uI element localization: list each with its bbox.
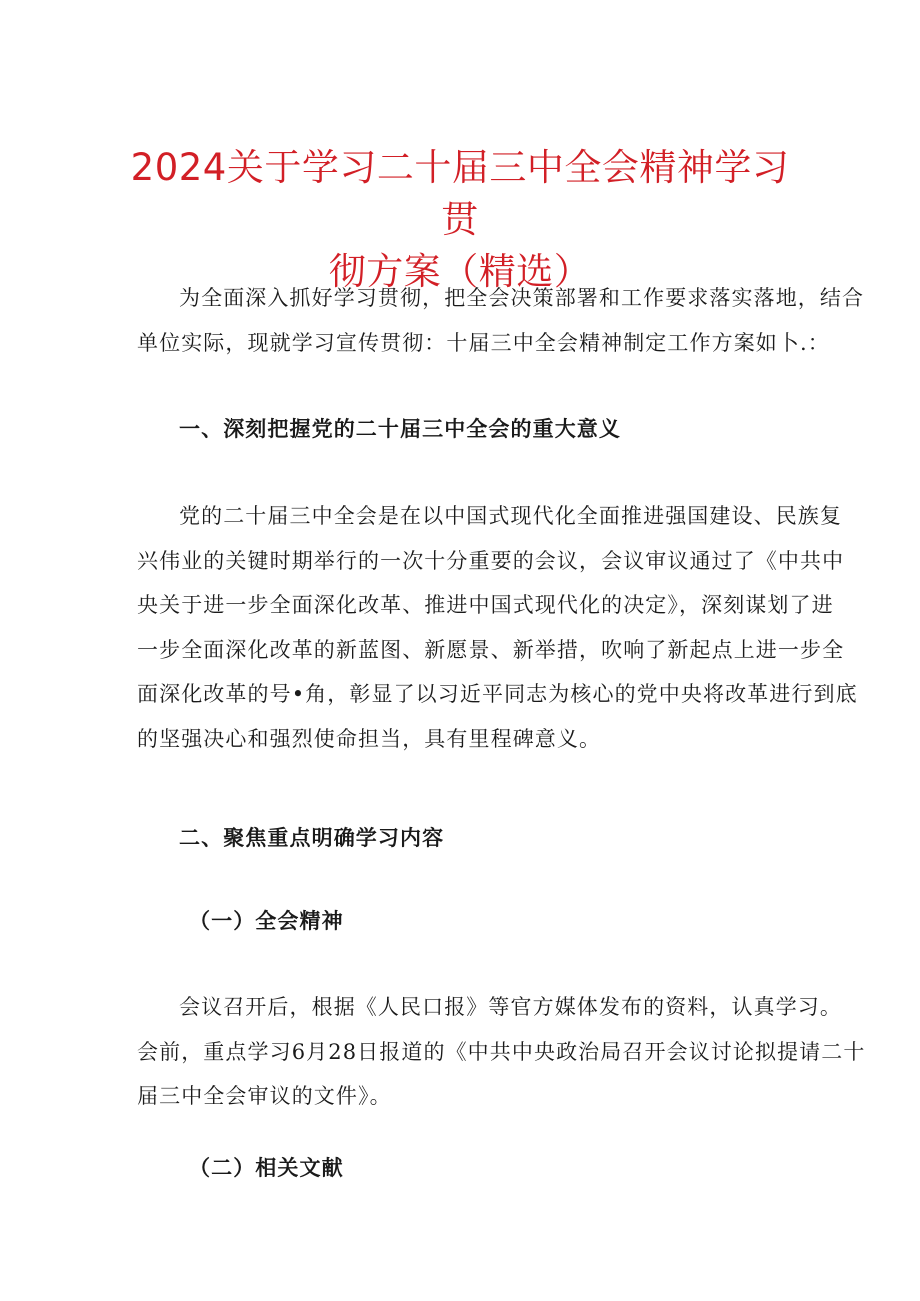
section-1-line: 一步全面深化改革的新蓝图、新愿景、新举措，吹响了新起点上进一步全 (137, 637, 845, 662)
section-1-line: 党的二十届三中全会是在以中国式现代化全面推进强国建设、民族复 (179, 504, 842, 528)
intro-paragraph (137, 276, 865, 365)
section-1-line: 面深化改革的号•角，彰显了以习近平同志为核心的党中央将改革进行到底 (137, 682, 858, 706)
document-title (130, 142, 790, 298)
subsection-2-heading: （二）相关文献 (189, 1155, 344, 1180)
section-1-line: 央关于进一步全面深化改革、推进中国式现代化的决定》，深刻谋划了进 (137, 593, 834, 617)
title-line-2: 彻方案（精选） (328, 250, 592, 293)
section-1-heading: 一、深刻把握党的二十届三中全会的重大意义 (179, 416, 621, 441)
section-2-heading: 二、聚焦重点明确学习内容 (179, 825, 445, 850)
section-1-line: 兴伟业的关键时期举行的一次十分重要的会议，会议审议通过了《中共中 (137, 548, 845, 573)
subsection-1-paragraph (137, 985, 866, 1119)
subsection-1-heading: （一）全会精神 (189, 908, 344, 933)
title-line-1: 2024关于学习二十届三中全会精神学习贯 (130, 146, 790, 241)
intro-line: 为全面深入抓好学习贯彻，把全会决策部署和工作要求落实落地，结合 (179, 286, 865, 310)
section-1-paragraph (137, 494, 858, 761)
subsection-1-line: 届三中全会审议的文件》。 (137, 1084, 392, 1108)
subsection-1-line: 会前，重点学习6月28日报道的《中共中央政治局召开会议讨论拟提请二十 (137, 1039, 866, 1064)
intro-line: 单位实际，现就学习宣传贯彻：十届三中全会精神制定工作方案如卜.： (137, 330, 830, 355)
subsection-1-line: 会议召开后，根据《人民口报》等官方媒体发布的资料，认真学习。 (179, 995, 842, 1019)
section-1-line: 的坚强决心和强烈使命担当，具有里程碑意义。 (137, 726, 602, 751)
